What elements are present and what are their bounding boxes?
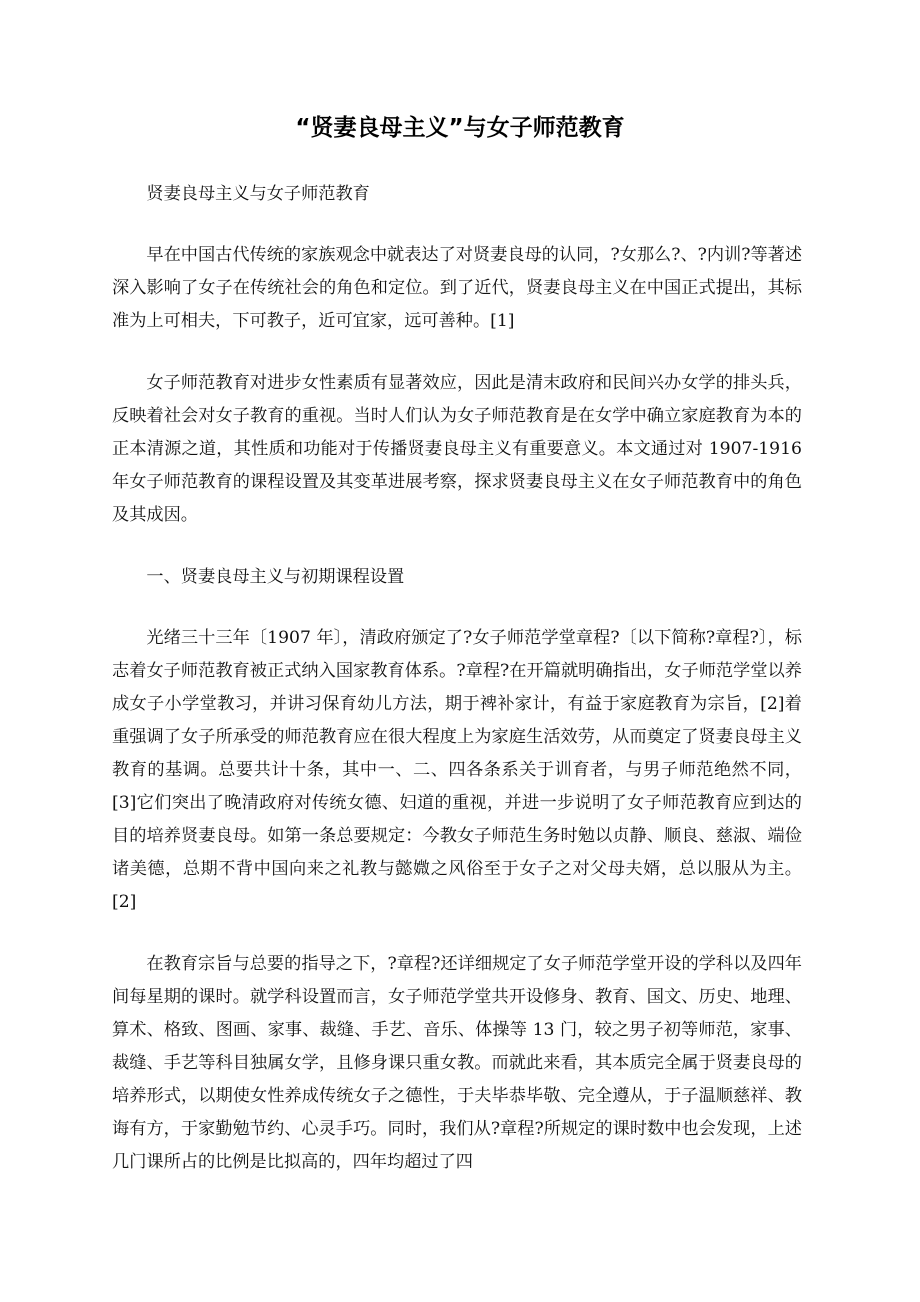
body-paragraph: 光绪三十三年〔1907 年〕，清政府颁定了?女子师范学堂章程?〔以下简称?章程?〕，标志着女子师范教育被正式纳入国家教育体系。?章程?在开篇就明确指出，女子师范学堂以养成女子小学堂教习，并讲习保育幼儿方法，期于裨补家计，有益于家庭教育为宗旨，[2]着重强调了女子所承受的师范教育应在很大程度上为家庭生活效劳，从而奠定了贤妻良母主义教育的基调。总要共计十条，其中一、二、四各条系关于训育者，与男子师范绝然不同，[3]它们突出了晚清政府对传统女德、妇道的重视，并进一步说明了女子师范教育应到达的目的培养贤妻良母。如第一条总要规定：今教女子师范生务时勉以贞静、顺良、慈淑、端俭诸美德，总期不背中国向来之礼教与懿媺之风俗至于女子之对父母夫婿，总以服从为主。[2]: [112, 628, 802, 912]
subtitle-paragraph: 贤妻良母主义与女子师范教育: [146, 184, 370, 204]
document-title: “贤妻良母主义”与女子师范教育: [295, 115, 625, 141]
body-paragraph: 在教育宗旨与总要的指导之下，?章程?还详细规定了女子师范学堂开设的学科以及四年间每星期的课时。就学科设置而言，女子师范学堂共开设修身、教育、国文、历史、地理、算术、格致、图画、家事、裁缝、手艺、音乐、体操等 13 门，较之男子初等师范，家事、裁缝、手艺等科目独属女学，且修身课只重女教。而就此来看，其本质完全属于贤妻良母的培养形式，以期使女性养成传统女子之德性，于夫毕恭毕敬、完全遵从，于子温顺慈祥、教诲有方，于家勤勉节约、心灵手巧。同时，我们从?章程?所规定的课时数中也会发现，上述几门课所占的比例是比拟高的，四年均超过了四: [112, 954, 802, 1172]
intro-paragraph: 早在中国古代传统的家族观念中就表达了对贤妻良母的认同，?女那么?、?内训?等著述深入影响了女子在传统社会的角色和定位。到了近代，贤妻良母主义在中国正式提出，其标准为上可相夫，下可教子，近可宜家，远可善种。[1]: [112, 245, 803, 331]
section-heading: 一、贤妻良母主义与初期课程设置: [146, 567, 405, 587]
context-paragraph: 女子师范教育对进步女性素质有显著效应，因此是清末政府和民间兴办女学的排头兵，反映着社会对女子教育的重视。当时人们认为女子师范教育是在女学中确立家庭教育为本的正本清源之道，其性质和功能对于传播贤妻良母主义有重要意义。本文通过对 1907-1916 年女子师范教育的课程设置及其变革进展考察，探求贤妻良母主义在女子师范教育中的角色及其成因。: [112, 373, 802, 525]
document-body: [112, 178, 802, 1208]
